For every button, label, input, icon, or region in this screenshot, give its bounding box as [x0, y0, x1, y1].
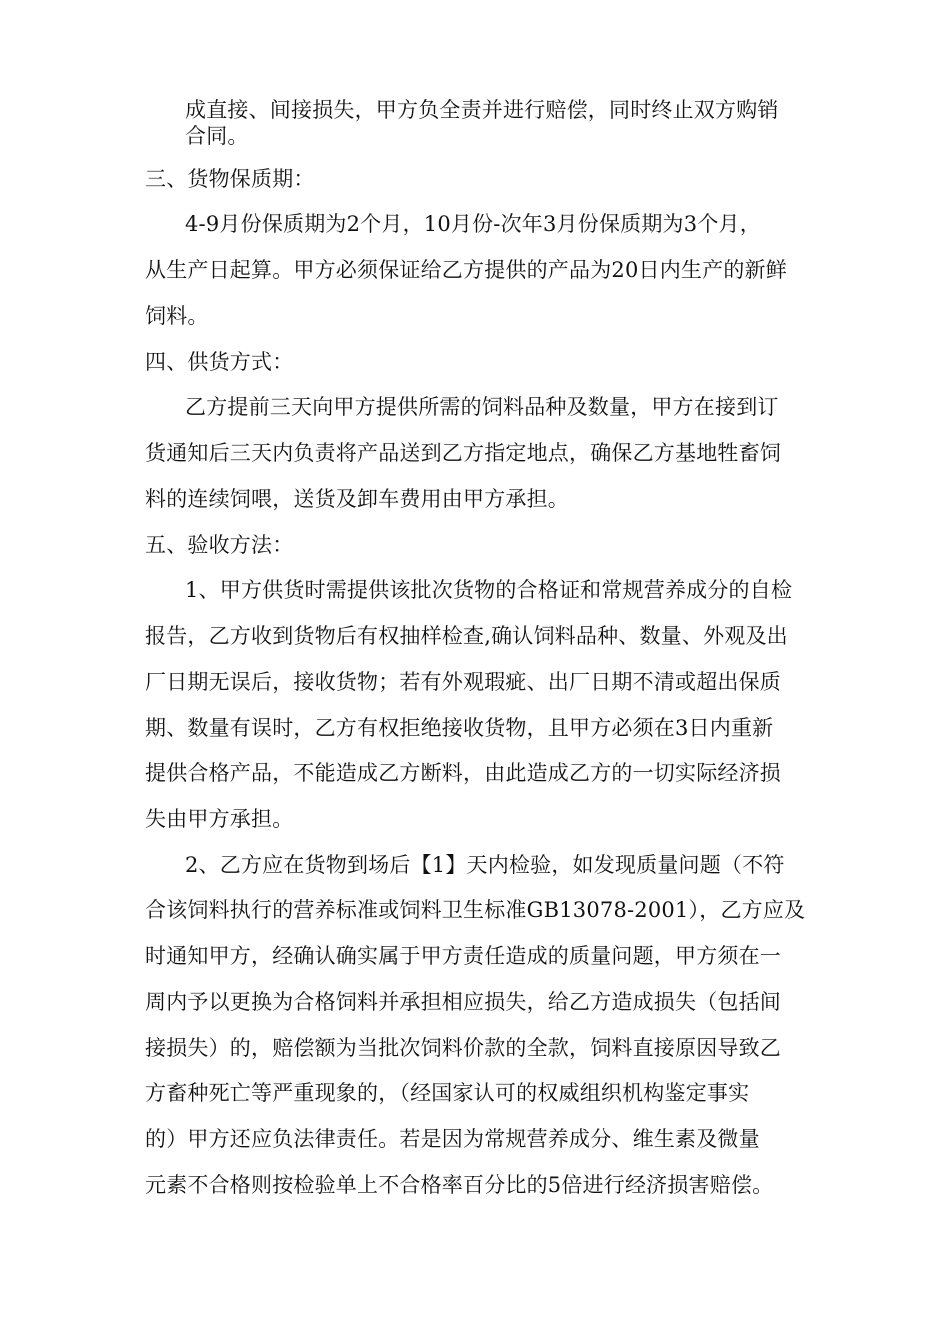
text-line-23: 方畜种死亡等严重现象的，（经国家认可的权威组织机构鉴定事实: [145, 1081, 750, 1105]
text-line-15: 期、数量有误时，乙方有权拒绝接收货物，且甲方必须在3日内重新: [145, 716, 774, 740]
section-heading-5: 五、验收方法：: [145, 533, 294, 557]
text-line-4: 4-9月份保质期为2个月，10月份-次年3月份保质期为3个月，: [185, 212, 761, 236]
text-line-20: 时通知甲方，经确认确实属于甲方责任造成的质量问题，甲方须在一: [145, 944, 781, 968]
text-line-14: 厂日期无误后，接收货物；若有外观瑕疵、出厂日期不清或超出保质: [145, 670, 781, 694]
text-line-13: 报告，乙方收到货物后有权抽样检查,确认饲料品种、数量、外观及出: [145, 624, 788, 648]
text-line-24: 的）甲方还应负法律责任。若是因为常规营养成分、维生素及微量: [145, 1127, 760, 1151]
text-line-12: 1、甲方供货时需提供该批次货物的合格证和常规营养成分的自检: [185, 578, 793, 602]
text-line-22: 接损失）的，赔偿额为当批次饲料价款的全款，饲料直接原因导致乙: [145, 1036, 781, 1060]
text-line-9: 货通知后三天内负责将产品送到乙方指定地点，确保乙方基地牲畜饲: [145, 441, 781, 465]
text-line-2: 合同。: [185, 124, 249, 148]
text-line-19: 合该饲料执行的营养标准或饲料卫生标准GB13078-2001），乙方应及: [145, 898, 806, 922]
text-line-8: 乙方提前三天向甲方提供所需的饲料品种及数量，甲方在接到订: [185, 395, 779, 419]
text-line-18: 2、乙方应在货物到场后【1】天内检验，如发现质量问题（不符: [185, 853, 785, 877]
text-line-21: 周内予以更换为合格饲料并承担相应损失，给乙方造成损失（包括间: [145, 990, 781, 1014]
text-line-10: 料的连续饲喂，送货及卸车费用由甲方承担。: [145, 487, 569, 511]
text-line-16: 提供合格产品，不能造成乙方断料，由此造成乙方的一切实际经济损: [145, 761, 781, 785]
text-line-17: 失由甲方承担。: [145, 807, 294, 831]
text-line-5: 从生产日起算。甲方必须保证给乙方提供的产品为20日内生产的新鲜: [145, 258, 787, 282]
text-line-25: 元素不合格则按检验单上不合格率百分比的5倍进行经济损害赔偿。: [145, 1173, 774, 1197]
section-heading-4: 四、供货方式：: [145, 350, 294, 374]
text-line-1: 成直接、间接损失，甲方负全责并进行赔偿，同时终止双方购销: [185, 98, 779, 122]
text-line-6: 饲料。: [145, 304, 209, 328]
section-heading-3: 三、货物保质期：: [145, 167, 315, 191]
